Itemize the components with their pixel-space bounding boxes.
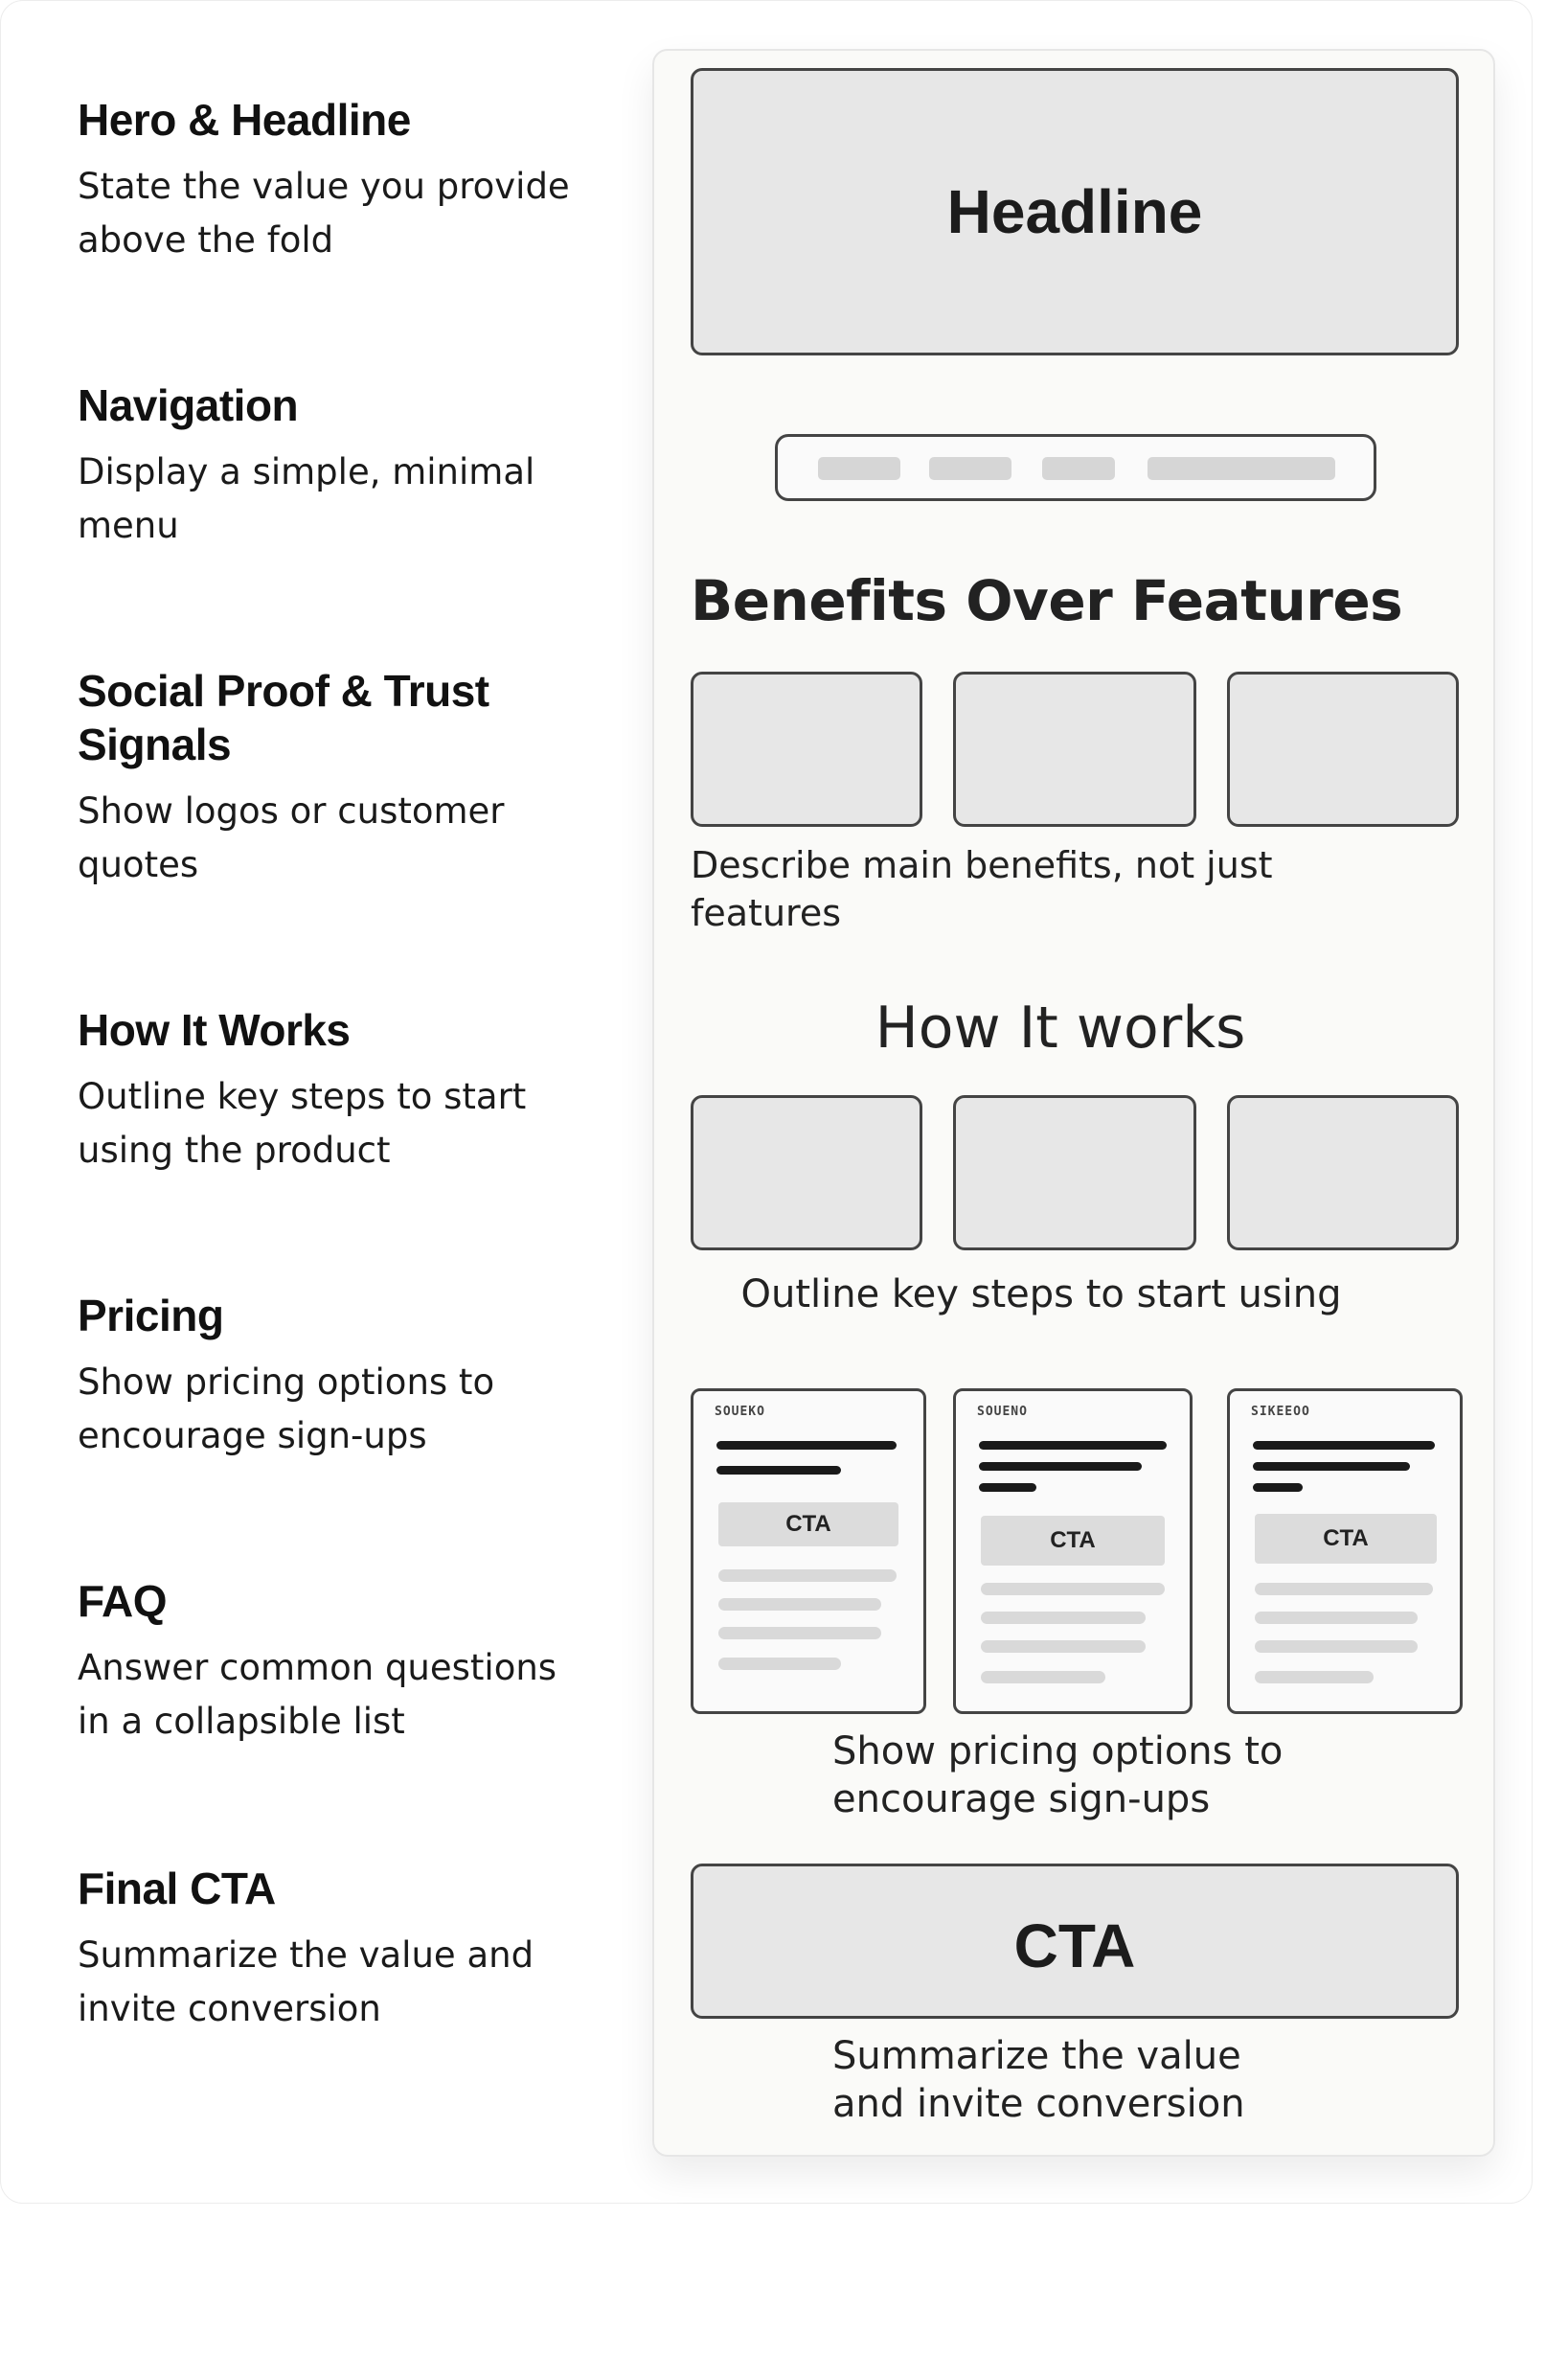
plan-name: SOUENO [977,1405,1028,1419]
section-title: Social Proof & Trust Signals [78,666,489,769]
pricing-card [953,1388,1193,1714]
text-line [1253,1483,1303,1492]
benefits-title: Benefits Over Features [691,568,1403,633]
section-pricing [78,1289,595,1463]
nav-pill [929,457,1011,480]
section-desc: State the value you provide above the fold [78,166,570,261]
pricing-cta-button[interactable]: CTA [981,1516,1165,1566]
section-title: Pricing [78,1291,224,1340]
section-faq [78,1574,595,1749]
feature-line [981,1640,1146,1653]
section-title: How It Works [78,1005,351,1055]
section-title: Hero & Headline [78,95,411,145]
how-it-works-title: How It works [875,995,1246,1062]
section-social-proof [78,664,595,892]
benefit-box [1227,672,1459,827]
feature-line [981,1612,1146,1624]
plan-name: SOUEKO [715,1405,765,1419]
feature-line [1255,1640,1418,1653]
section-desc: Summarize the value and invite conversion [78,1934,534,2029]
feature-line [981,1671,1105,1683]
step-box [691,1095,922,1250]
feature-line [718,1598,881,1611]
benefit-box [691,672,922,827]
text-line [1253,1462,1410,1471]
how-it-works-desc: Outline key steps to start using [740,1272,1342,1316]
section-hero [78,93,595,267]
wireframe-mockup [652,49,1495,2157]
section-desc: Outline key steps to start using the product [78,1076,527,1171]
section-title: Final CTA [78,1864,276,1913]
final-cta-label: CTA [1013,1911,1136,1980]
section-desc: Show pricing options to encourage sign-ups [78,1361,495,1456]
section-title: Navigation [78,380,299,430]
feature-line [981,1583,1165,1595]
final-cta-box[interactable] [691,1864,1459,2019]
headline-text: Headline [946,177,1203,246]
feature-line [718,1569,897,1582]
nav-pill [1148,457,1335,480]
plan-name: SIKEEOO [1251,1405,1310,1419]
pricing-card [1227,1388,1463,1714]
feature-line [718,1658,841,1670]
feature-line [1255,1583,1433,1595]
feature-line [1255,1612,1418,1624]
benefit-box [953,672,1196,827]
text-line [979,1483,1036,1492]
step-box [1227,1095,1459,1250]
text-line [716,1466,841,1475]
section-final-cta [78,1862,595,2036]
feature-line [1255,1671,1374,1683]
final-cta-desc: Summarize the value and invite conversion [832,2034,1245,2126]
text-line [979,1462,1142,1471]
section-desc: Display a simple, minimal menu [78,451,535,546]
step-box [953,1095,1196,1250]
section-navigation [78,378,595,553]
feature-line [718,1627,881,1639]
text-line [716,1441,897,1450]
section-desc: Show logos or customer quotes [78,790,505,885]
pricing-desc: Show pricing options to encourage sign-ups [832,1729,1284,1821]
nav-pill [818,457,900,480]
pricing-cta-button[interactable]: CTA [1255,1514,1437,1564]
text-line [1253,1441,1435,1450]
nav-pill [1042,457,1115,480]
section-how-it-works [78,1003,595,1178]
benefits-desc: Describe main benefits, not just features [691,844,1273,934]
headline-box [691,68,1459,355]
pricing-cta-button[interactable]: CTA [718,1502,898,1546]
section-title: FAQ [78,1576,168,1626]
section-desc: Answer common questions in a collapsible list [78,1647,557,1742]
pricing-card [691,1388,926,1714]
nav-bar [775,434,1376,501]
text-line [979,1441,1167,1450]
